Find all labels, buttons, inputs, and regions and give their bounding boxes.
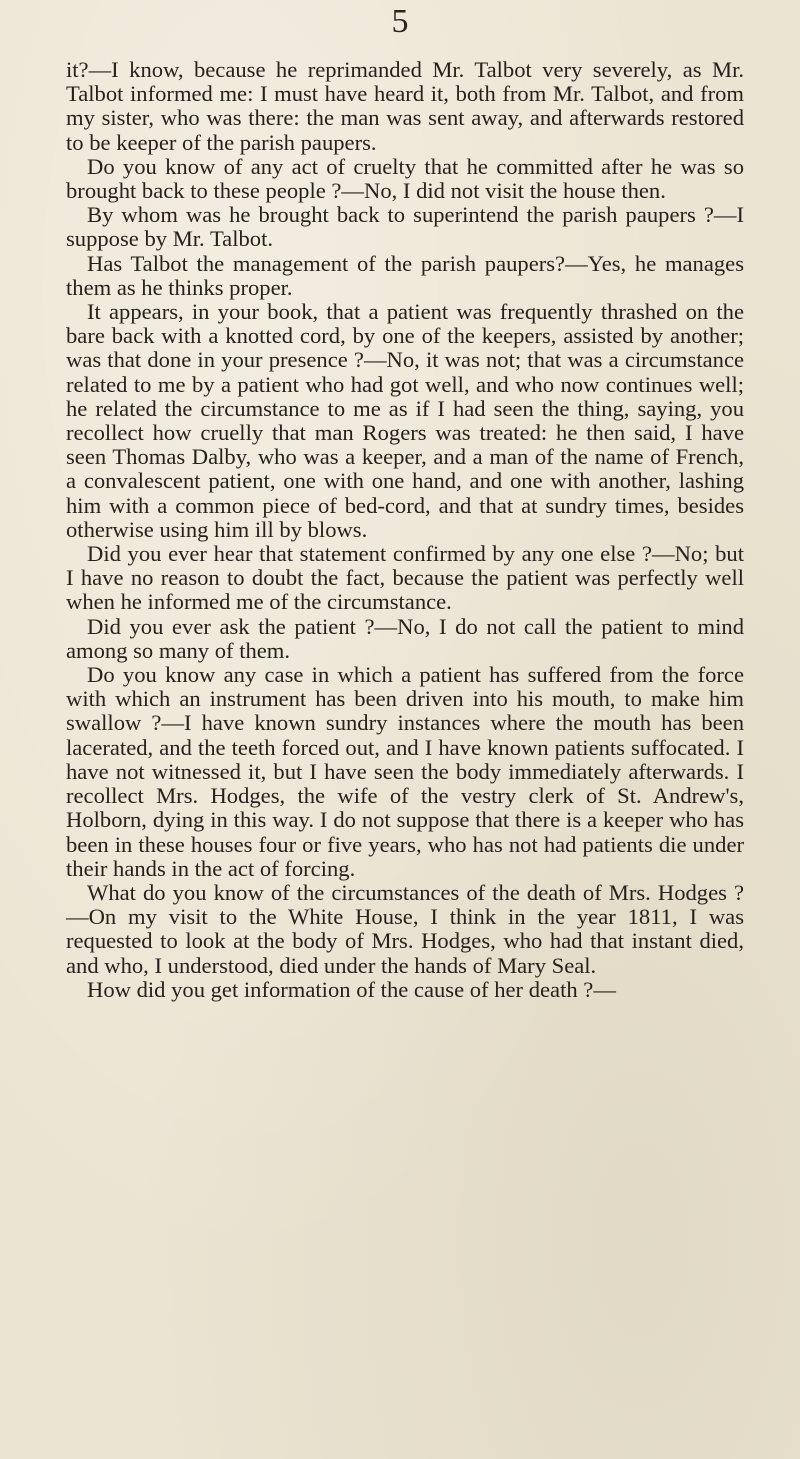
paragraph-question-thrashing: It appears, in your book, that a patient was frequently thrashed on the bare back with a knotted cord, by one of the keepers, assisted by another; was that done in your presence ?—No, it was not; that was a circumstance related to me by a patient who had got well, and who now continues well; he related the circumstance to me as if I had seen the thing, saying, you recollect how cruelly that man Rogers was treated: he then said, I have seen Thomas Dalby, who was a keeper, and a man of the name of French, a convalescent patient, one with one hand, and one with another, lashing him with a common piece of bed-cord, and that at sundry times, besides otherwise using him ill by blows. xyxy=(66,299,744,542)
paragraph-question-talbot-management: Has Talbot the management of the parish paupers?—Yes, he manages them as he thinks proper. xyxy=(66,250,744,300)
body-text xyxy=(66,58,744,1002)
paragraph-question-death-of-mrs-hodges: What do you know of the circumstances of the death of Mrs. Hodges ?—On my visit to the White House, I think in the year 1811, I was requested to look at the body of Mrs. Hodges, who had that instant died, and who, I understood, died under the hands of Mary Seal. xyxy=(66,879,744,978)
paragraph-question-statement-confirmed: Did you ever hear that statement confirmed by any one else ?—No; but I have no reason to doubt the fact, because the patient was perfectly well when he informed me of the circumstance. xyxy=(66,541,744,615)
paragraph-question-ask-patient: Did you ever ask the patient ?—No, I do not call the patient to mind among so many of them. xyxy=(66,613,744,663)
paragraph-continuation: it?—I know, because he reprimanded Mr. Talbot very severely, as Mr. Talbot informed me: I must have heard it, both from Mr. Talbot, and from my sister, who was there: the man was sent away, and afterwards restored to be keeper of the parish paupers. xyxy=(66,57,744,155)
paragraph-question-forcing-instrument: Do you know any case in which a patient has suffered from the force with which an instrument has been driven into his mouth, to make him swallow ?—I have known sundry instances where the mouth has been lacerated, and the teeth forced out, and I have known patients suffocated. I have not witnessed it, but I have seen the body immediately afterwards. I recollect Mrs. Hodges, the wife of the vestry clerk of St. Andrew's, Holborn, dying in this way. I do not suppose that there is a keeper who has been in these houses four or five years, who has not had patients die under their hands in the act of forcing. xyxy=(66,662,744,881)
paragraph-question-cause-of-death: How did you get information of the cause of her death ?— xyxy=(87,976,616,1002)
paragraph-question-cruelty-after-return: Do you know of any act of cruelty that he committed after he was so brought back to these people ?—No, I did not visit the house then. xyxy=(66,153,744,204)
page-number: 5 xyxy=(391,3,409,40)
paragraph-question-who-brought-back: By whom was he brought back to superintend the parish paupers ?—I suppose by Mr. Talbot. xyxy=(66,202,744,252)
